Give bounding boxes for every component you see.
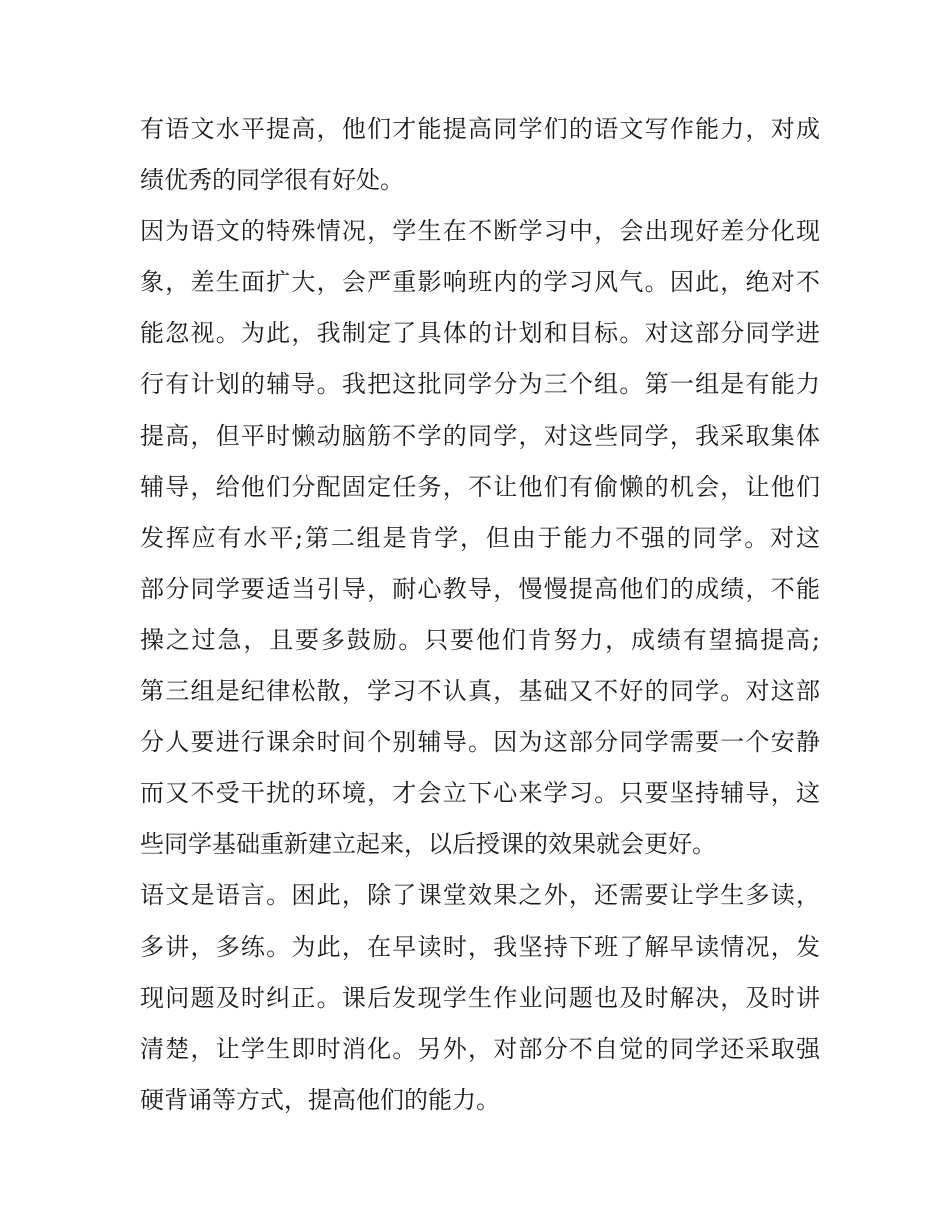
text-line: 清楚，让学生即时消化。另外，对部分不自觉的同学还采取强 — [140, 1034, 820, 1063]
text-line: 多讲，多练。为此，在早读时，我坚持下班了解早读情况，发 — [140, 932, 820, 961]
text-line: 绩优秀的同学很有好处。 — [140, 166, 404, 195]
text-line: 有语文水平提高，他们才能提高同学们的语文写作能力，对成 — [140, 115, 820, 143]
text-line: 行有计划的辅导。我把这批同学分为三个组。第一组是有能力 — [140, 370, 820, 399]
text-line: 象，差生面扩大，会严重影响班内的学习风气。因此，绝对不 — [140, 268, 820, 297]
text-line: 些同学基础重新建立起来，以后授课的效果就会更好。 — [140, 830, 716, 859]
text-line: 因为语文的特殊情况，学生在不断学习中，会出现好差分化现 — [140, 217, 820, 246]
text-line: 分人要进行课余时间个别辅导。因为这部分同学需要一个安静 — [140, 728, 820, 757]
text-line: 提高，但平时懒动脑筋不学的同学，对这些同学，我采取集体 — [140, 421, 820, 450]
text-line: 语文是语言。困此，除了课堂效果之外，还需要让学生多读， — [140, 881, 820, 910]
text-line: 操之过急，且要多鼓励。只要他们肯努力，成绩有望搞提高; — [140, 625, 820, 654]
text-line: 能忽视。为此，我制定了具体的计划和目标。对这部分同学进 — [140, 319, 820, 348]
text-line: 辅导，给他们分配固定任务，不让他们有偷懒的机会，让他们 — [140, 472, 820, 501]
text-line: 部分同学要适当引导，耐心教导，慢慢提高他们的成绩，不能 — [140, 574, 820, 603]
text-line: 发挥应有水平;第二组是肯学，但由于能力不强的同学。对这 — [140, 523, 820, 552]
body-text — [140, 104, 820, 1126]
text-line: 而又不受干扰的环境，才会立下心来学习。只要坚持辅导，这 — [140, 779, 820, 808]
text-line: 现问题及时纠正。课后发现学生作业问题也及时解决，及时讲 — [140, 983, 820, 1012]
text-line: 第三组是纪律松散，学习不认真，基础又不好的同学。对这部 — [140, 677, 820, 706]
text-line: 硬背诵等方式，提高他们的能力。 — [140, 1085, 500, 1114]
